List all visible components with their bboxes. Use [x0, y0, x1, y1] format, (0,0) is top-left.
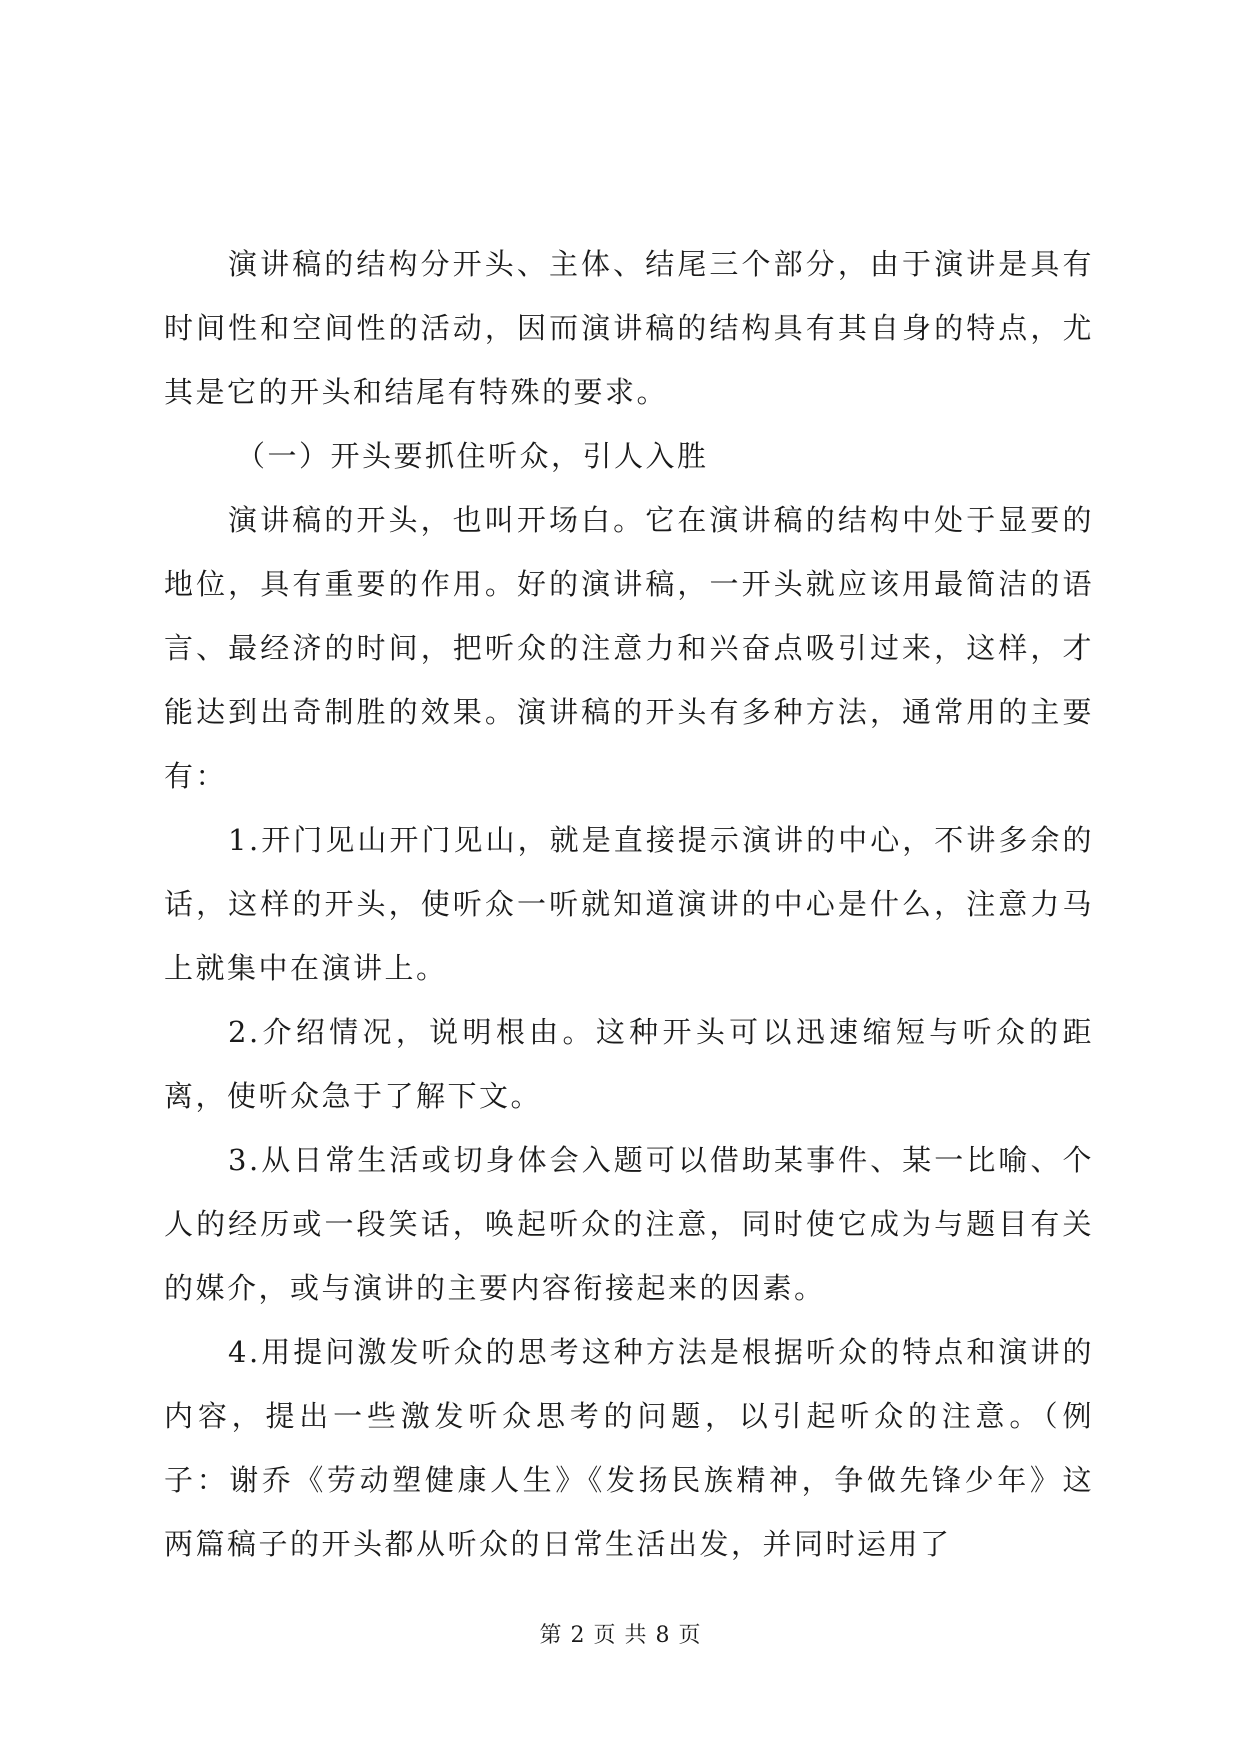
section-heading: （一）开头要抓住听众，引人入胜 [236, 439, 709, 473]
paragraph-item-1: 1.开门见山开门见山，就是直接提示演讲的中心，不讲多余的话，这样的开头，使听众一听就知道演讲的中心是什么，注意力马上就集中在演讲上。 [164, 823, 1094, 985]
paragraph-item-3: 3.从日常生活或切身体会入题可以借助某事件、某一比喻、个人的经历或一段笑话，唤起听众的注意，同时使它成为与题目有关的媒介，或与演讲的主要内容衔接起来的因素。 [164, 1143, 1094, 1305]
document-body [164, 232, 1094, 1576]
paragraph-item-4: 4.用提问激发听众的思考这种方法是根据听众的特点和演讲的内容，提出一些激发听众思考的问题，以引起听众的注意。（例子：谢乔《劳动塑健康人生》《发扬民族精神，争做先锋少年》这两篇稿子的开头都从听众的日常生活出发，并同时运用了 [164, 1335, 1094, 1561]
paragraph-intro: 演讲稿的结构分开头、主体、结尾三个部分，由于演讲是具有时间性和空间性的活动，因而演讲稿的结构具有其自身的特点，尤其是它的开头和结尾有特殊的要求。 [164, 247, 1094, 409]
paragraph-opening: 演讲稿的开头，也叫开场白。它在演讲稿的结构中处于显要的地位，具有重要的作用。好的演讲稿，一开头就应该用最简洁的语言、最经济的时间，把听众的注意力和兴奋点吸引过来，这样，才能达到出奇制胜的效果。演讲稿的开头有多种方法，通常用的主要有： [164, 503, 1094, 793]
paragraph-item-2: 2.介绍情况，说明根由。这种开头可以迅速缩短与听众的距离，使听众急于了解下文。 [164, 1015, 1094, 1113]
page-footer: 第 2 页 共 8 页 [539, 1623, 702, 1648]
